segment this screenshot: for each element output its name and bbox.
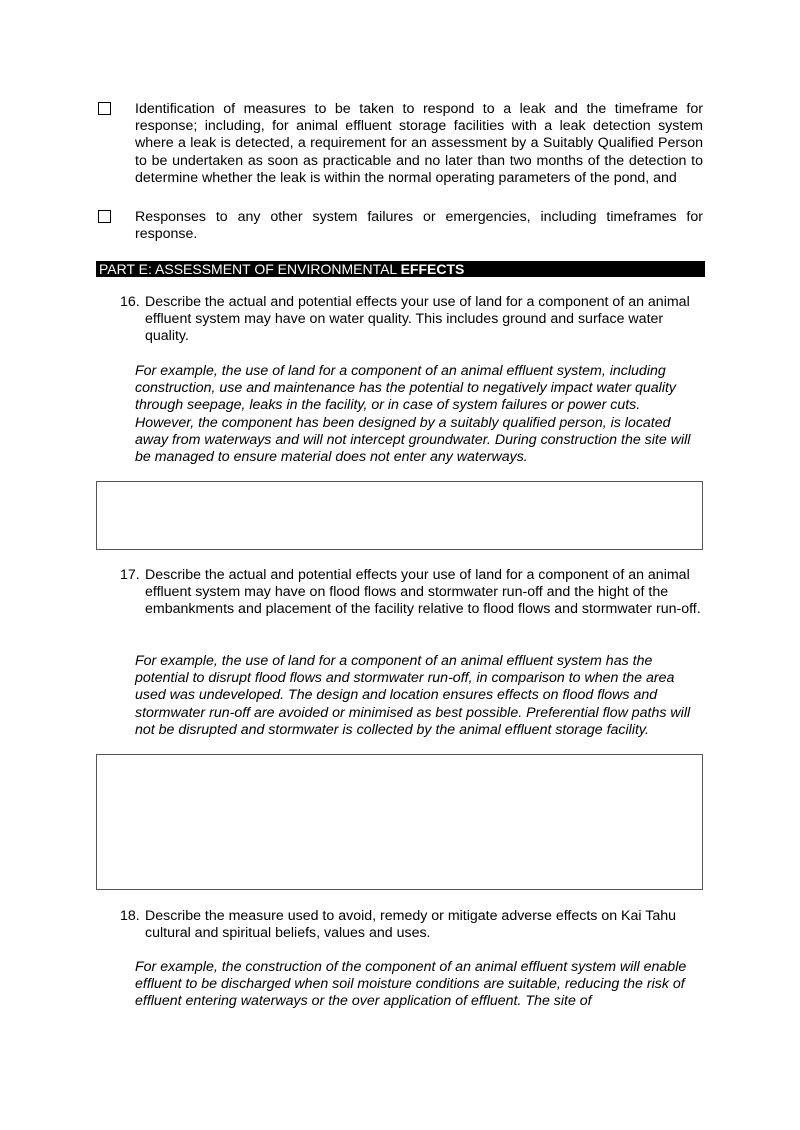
- question-18: [120, 908, 702, 942]
- question-text: Describe the actual and potential effects your use of land for a component of an animal effluent system may have on flood flows and stormwater run-off and the hight of the embankments and placement of the facility relative to flood flows and stormwater run-off.: [145, 567, 701, 618]
- question-17-example: For example, the use of land for a component of an animal effluent system has the potential to disrupt flood flows and stormwater run-off, in comparison to when the area used was undeveloped. The design and location ensures effects on flood flows and stormwater run-off are avoided or minimised as best possible. Preferential flow paths will not be disrupted and stormwater is collected by the animal effluent storage facility.: [135, 653, 691, 738]
- question-text: Describe the actual and potential effects your use of land for a component of an animal effluent system may have on water quality. This includes ground and surface water quality.: [145, 294, 690, 345]
- checkbox-other-failures[interactable]: [98, 210, 111, 223]
- section-title-bold: EFFECTS: [400, 261, 465, 277]
- checklist-text: Responses to any other system failures or emergencies, including timeframes for response.: [135, 209, 703, 243]
- checkbox-leak-response[interactable]: [98, 102, 111, 115]
- answer-box-17[interactable]: [96, 754, 703, 890]
- question-16: [120, 294, 702, 346]
- question-18-example: For example, the construction of the component of an animal effluent system will enable effluent to be discharged when soil moisture conditions are suitable, reducing the risk of effluent entering waterways or the over application of effluent. The site of: [135, 959, 687, 1010]
- question-text: Describe the measure used to avoid, remedy or mitigate adverse effects on Kai Tahu cultural and spiritual beliefs, values and uses.: [145, 908, 677, 942]
- question-number: 17.: [120, 567, 140, 583]
- checklist-text: Identification of measures to be taken to respond to a leak and the timeframe for response; including, for animal effluent storage facilities with a leak detection system where a leak is detected, a requirement for an assessment by a Suitably Qualified Person to be undertaken as soon as practicable and no later than two months of the detection to determine whether the leak is within the normal operating parameters of the pond, and: [135, 101, 703, 186]
- answer-box-16[interactable]: [96, 481, 703, 550]
- question-16-example: For example, the use of land for a component of an animal effluent system, including construction, use and maintenance has the potential to negatively impact water quality through seepage, leaks in the facility, or in case of system failures or power cuts. However, the component has been designed by a suitably qualified person, is located away from waterways and will not intercept groundwater. During construction the site will be managed to ensure material does not enter any waterways.: [135, 363, 691, 466]
- checklist-item-leak-response: [98, 101, 703, 187]
- question-number: 16.: [120, 294, 140, 310]
- question-17: [120, 567, 702, 619]
- section-header-part-e: [96, 261, 705, 277]
- question-number: 18.: [120, 908, 140, 924]
- checklist-item-other-failures: [98, 209, 703, 243]
- section-title: PART E: ASSESSMENT OF ENVIRONMENTAL: [99, 261, 401, 277]
